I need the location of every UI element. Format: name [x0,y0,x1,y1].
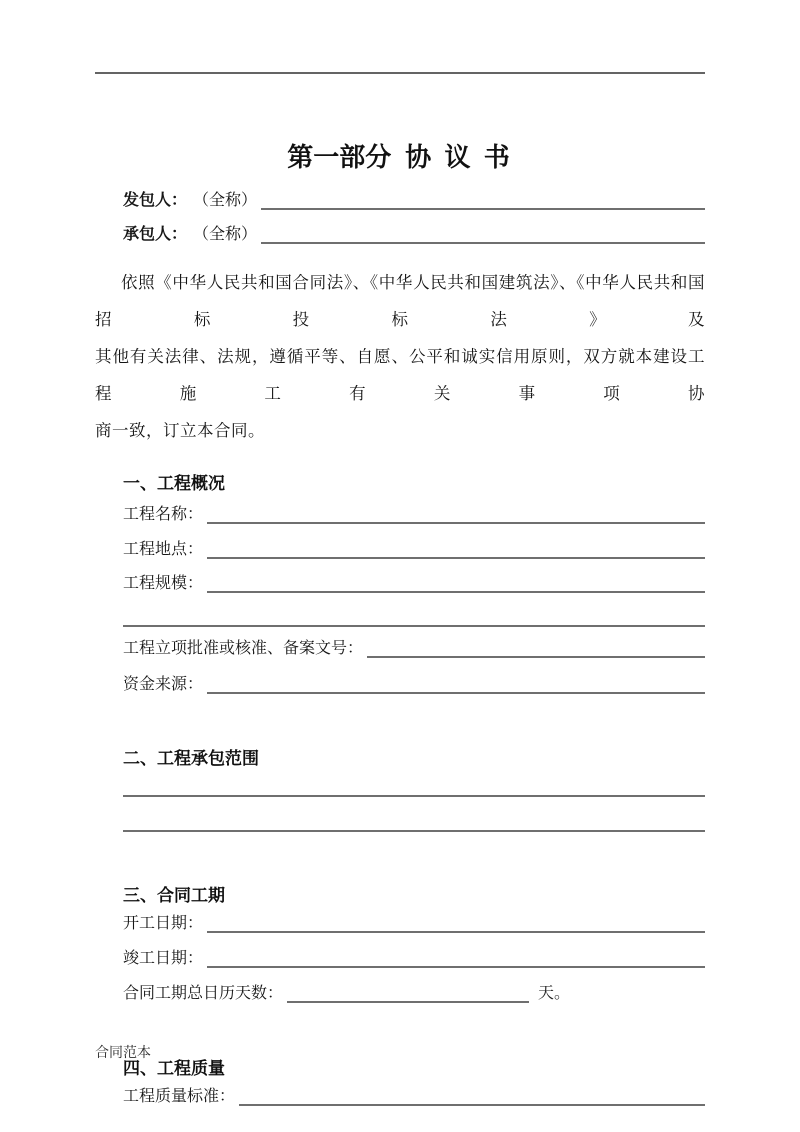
approval-number-blank-line [367,656,705,658]
quality-standard-label: 工程质量标准： [123,1088,236,1105]
employer-label: 发包人： [123,192,188,209]
employer-fullname-hint: （全称） [193,192,258,209]
field-row-project-scale [123,568,705,594]
field-row-contractor [123,219,705,245]
scope-blank-row-2 [123,807,705,833]
completion-date-label: 竣工日期： [123,950,204,967]
contractor-blank-line [261,242,705,244]
field-row-employer [123,185,705,211]
field-row-completion-date [123,943,705,969]
project-name-blank-line [207,522,705,524]
field-row-approval-number [123,633,705,659]
start-date-blank-line [207,931,705,933]
preamble-line-3: 商一致，订立本合同。 [95,421,265,440]
field-row-project-scale-continued [123,602,705,628]
project-scale-blank-line [207,591,705,593]
field-row-project-location [123,534,705,560]
project-location-blank-line [207,557,705,559]
total-calendar-days-label: 合同工期总日历天数： [123,985,284,1002]
section-heading-project-overview: 一、工程概况 [123,474,225,493]
section-heading-contract-scope: 二、工程承包范围 [123,749,259,768]
document-content [95,72,705,1107]
continuation-blank-line [123,625,705,627]
scope-blank-line-1 [123,795,705,797]
completion-date-blank-line [207,966,705,968]
field-row-quality-standard [123,1081,705,1107]
section-heading-contract-duration: 三、合同工期 [123,886,225,905]
scope-blank-line-2 [123,830,705,832]
employer-blank-line [261,208,705,210]
quality-standard-blank-line [239,1104,705,1106]
funding-source-blank-line [207,692,705,694]
funding-source-label: 资金来源： [123,676,204,693]
approval-number-label: 工程立项批准或核准、备案文号： [123,640,364,657]
page-title-part1: 第一部分 [287,142,392,172]
project-location-label: 工程地点： [123,541,204,558]
scope-blank-row-1 [123,772,705,798]
header-divider-line [95,72,705,74]
field-row-project-name [123,499,705,525]
preamble-paragraph [95,264,705,449]
field-row-funding-source [123,669,705,695]
field-row-start-date [123,908,705,934]
page-title-part2: 协 议 书 [405,142,513,172]
preamble-line-2: 其他有关法律、法规，遵循平等、自愿、公平和诚实信用原则，双方就本建设工程施工有关事项协 [95,347,705,403]
footer-note: 合同范本 [95,1046,151,1061]
days-suffix-label: 天。 [538,985,571,1002]
start-date-label: 开工日期： [123,915,204,932]
project-name-label: 工程名称： [123,506,204,523]
field-row-total-calendar-days [123,978,705,1004]
project-scale-label: 工程规模： [123,575,204,592]
page-title [95,143,705,171]
section-heading-project-quality: 四、工程质量 [123,1059,225,1078]
contractor-fullname-hint: （全称） [193,226,258,243]
preamble-line-1: 依照《中华人民共和国合同法》、《中华人民共和国建筑法》、《中华人民共和国招标投标法》及 [95,273,705,329]
contractor-label: 承包人： [123,226,188,243]
total-calendar-days-blank-line [287,1001,529,1003]
